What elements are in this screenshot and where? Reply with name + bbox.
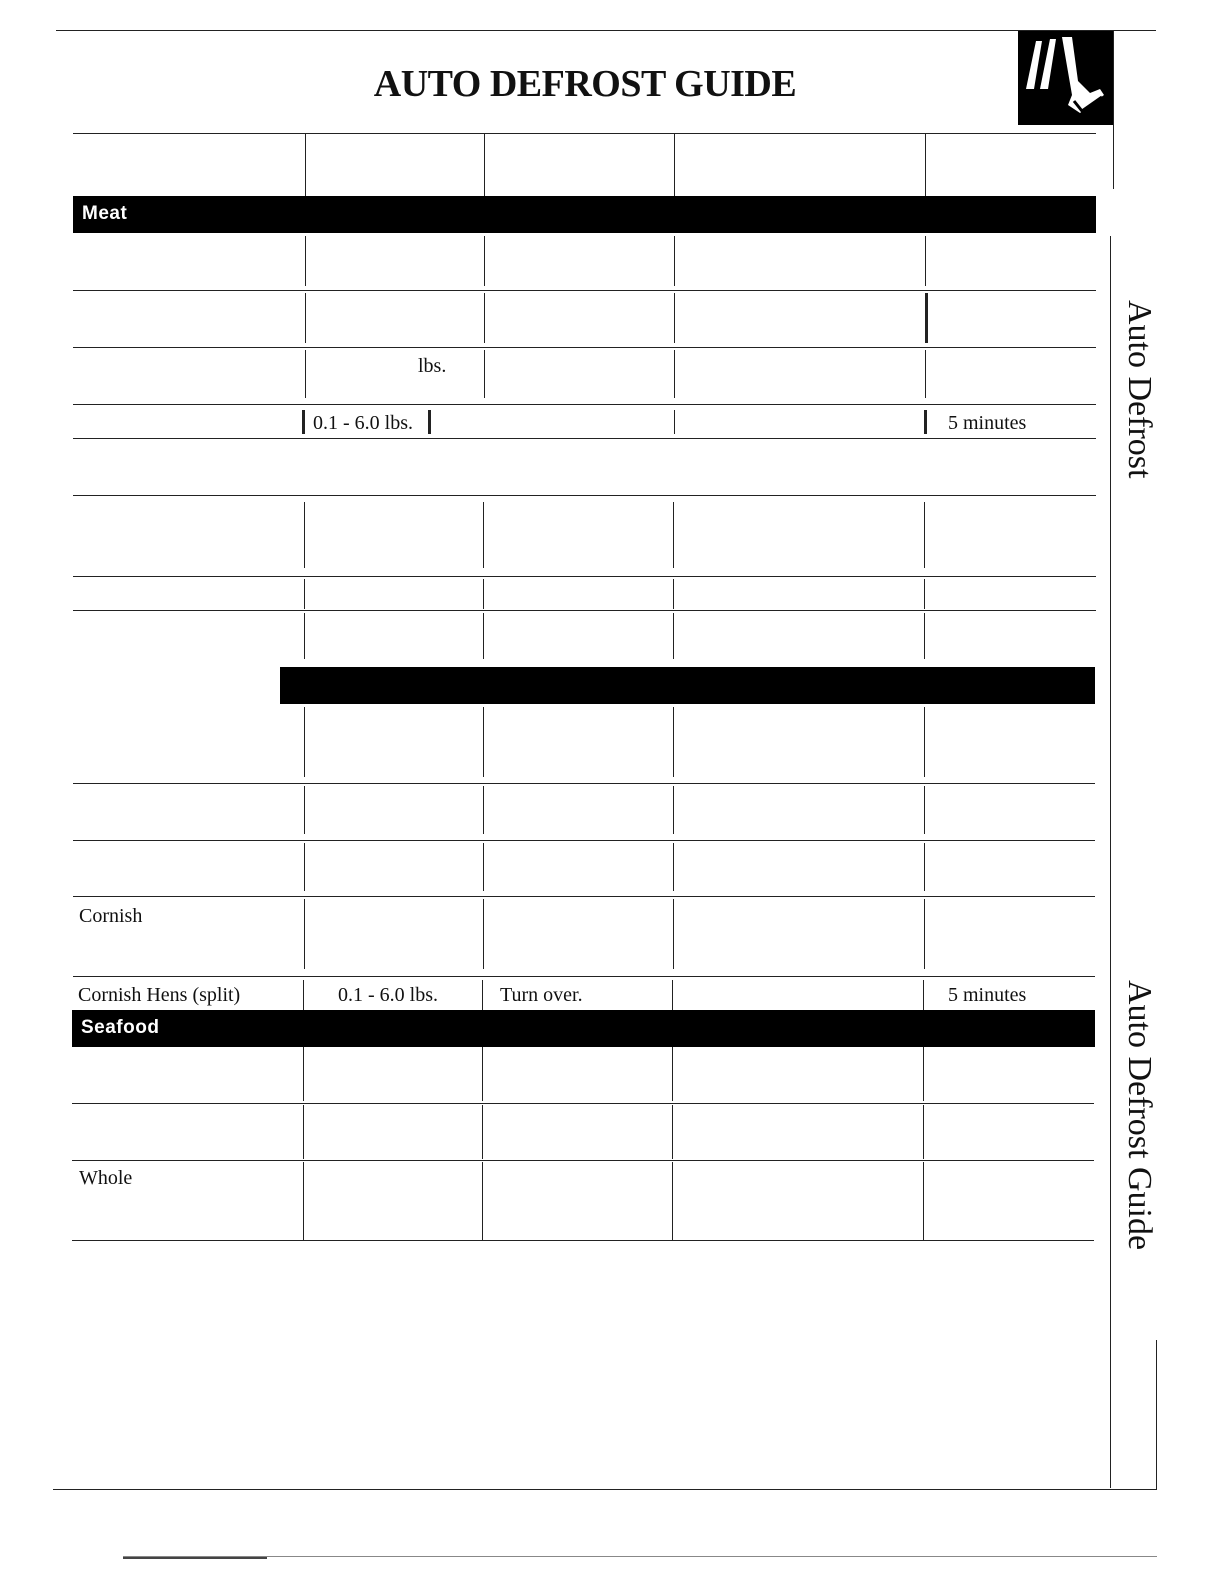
table-top-rule xyxy=(73,133,1096,134)
row-rule xyxy=(73,976,1095,977)
col-divider xyxy=(483,579,484,609)
col-divider xyxy=(924,613,925,659)
col-divider xyxy=(673,899,674,969)
page-title: AUTO DEFROST GUIDE xyxy=(373,63,797,105)
seafood-whole-food: Whole xyxy=(79,1167,133,1189)
row-rule xyxy=(73,438,1096,439)
poultry-cornish-split-weight: 0.1 - 6.0 lbs. xyxy=(338,984,438,1006)
col-divider xyxy=(484,350,485,398)
footer-rule-accent xyxy=(123,1557,267,1559)
col-divider xyxy=(924,707,925,777)
col-divider xyxy=(673,843,674,891)
col-divider xyxy=(923,1105,924,1159)
col-divider xyxy=(304,613,305,659)
col-divider xyxy=(672,980,673,1010)
seafood-section-label: Seafood xyxy=(81,1017,160,1038)
col-divider xyxy=(483,899,484,969)
col-divider xyxy=(923,1162,924,1240)
col-divider xyxy=(304,843,305,891)
col-divider xyxy=(924,502,925,568)
table-bottom-rule xyxy=(72,1240,1094,1241)
seafood-section-bar xyxy=(72,1010,1095,1047)
col-divider xyxy=(673,502,674,568)
col-divider xyxy=(428,410,431,434)
col-divider xyxy=(483,843,484,891)
col-divider xyxy=(925,236,926,286)
meat-section-label: Meat xyxy=(82,203,128,224)
col-divider xyxy=(304,786,305,834)
header-col-divider xyxy=(484,133,485,196)
col-divider xyxy=(673,786,674,834)
col-divider xyxy=(303,1162,304,1240)
col-divider xyxy=(924,786,925,834)
row-rule xyxy=(73,896,1095,897)
poultry-cornish-split-stand-time: 5 minutes xyxy=(948,984,1027,1006)
row-rule xyxy=(73,783,1095,784)
col-divider xyxy=(482,980,483,1010)
col-divider xyxy=(672,1162,673,1240)
header-col-divider xyxy=(305,133,306,196)
col-divider xyxy=(674,410,675,434)
side-tab-border-outer xyxy=(1156,1340,1157,1490)
col-divider xyxy=(673,579,674,609)
col-divider xyxy=(674,293,675,343)
col-divider xyxy=(305,293,306,343)
col-divider xyxy=(924,843,925,891)
col-divider xyxy=(924,579,925,609)
meat-row4-weight: 0.1 - 6.0 lbs. xyxy=(313,412,413,434)
col-divider xyxy=(304,899,305,969)
col-divider xyxy=(924,899,925,969)
col-divider xyxy=(484,236,485,286)
row-rule xyxy=(73,404,1096,405)
header-col-divider xyxy=(674,133,675,196)
row-rule xyxy=(72,1103,1094,1104)
col-divider xyxy=(483,502,484,568)
row-rule xyxy=(73,290,1096,291)
poultry-section-bar xyxy=(280,667,1095,704)
col-divider xyxy=(924,410,927,434)
footer-rule xyxy=(123,1556,1157,1557)
col-divider xyxy=(305,350,306,398)
page-bottom-rule xyxy=(53,1489,1157,1490)
poultry-cornish-split-at-beep: Turn over. xyxy=(500,984,583,1006)
row-rule xyxy=(72,1160,1094,1161)
col-divider xyxy=(674,236,675,286)
col-divider xyxy=(482,1105,483,1159)
col-divider xyxy=(483,613,484,659)
col-divider xyxy=(304,579,305,609)
col-divider xyxy=(925,350,926,398)
poultry-cornish-split-food: Cornish Hens (split) xyxy=(78,984,241,1006)
poultry-cornish-food: Cornish xyxy=(79,905,143,927)
col-divider xyxy=(482,1162,483,1240)
meat-row3-weight: lbs. xyxy=(418,355,447,377)
row-rule xyxy=(73,347,1096,348)
col-divider xyxy=(483,786,484,834)
row-rule xyxy=(73,840,1095,841)
col-divider xyxy=(672,1047,673,1101)
col-divider xyxy=(304,707,305,777)
col-divider xyxy=(302,410,305,434)
side-tab-label-2: Auto Defrost Guide xyxy=(1121,980,1158,1251)
col-divider xyxy=(923,980,924,1010)
meat-row4-stand-time: 5 minutes xyxy=(948,412,1027,434)
top-rule xyxy=(56,30,1156,31)
header-col-divider xyxy=(925,133,926,196)
col-divider xyxy=(483,707,484,777)
side-tab-border-top xyxy=(1113,31,1114,189)
row-rule xyxy=(73,576,1096,577)
col-divider xyxy=(304,502,305,568)
col-divider xyxy=(923,1047,924,1101)
side-tab-border xyxy=(1110,236,1111,1488)
col-divider xyxy=(303,1105,304,1159)
col-divider xyxy=(673,613,674,659)
col-divider xyxy=(482,1047,483,1101)
row-rule xyxy=(73,495,1096,496)
col-divider xyxy=(672,1105,673,1159)
col-divider xyxy=(925,293,928,343)
side-tab-label-1: Auto Defrost xyxy=(1121,300,1158,479)
row-rule xyxy=(73,610,1096,611)
col-divider xyxy=(303,1047,304,1101)
hand-pointer-icon xyxy=(1018,31,1114,125)
meat-section-bar xyxy=(73,196,1096,233)
col-divider xyxy=(673,707,674,777)
col-divider xyxy=(484,293,485,343)
col-divider xyxy=(674,350,675,398)
col-divider xyxy=(305,236,306,286)
col-divider xyxy=(303,980,304,1010)
